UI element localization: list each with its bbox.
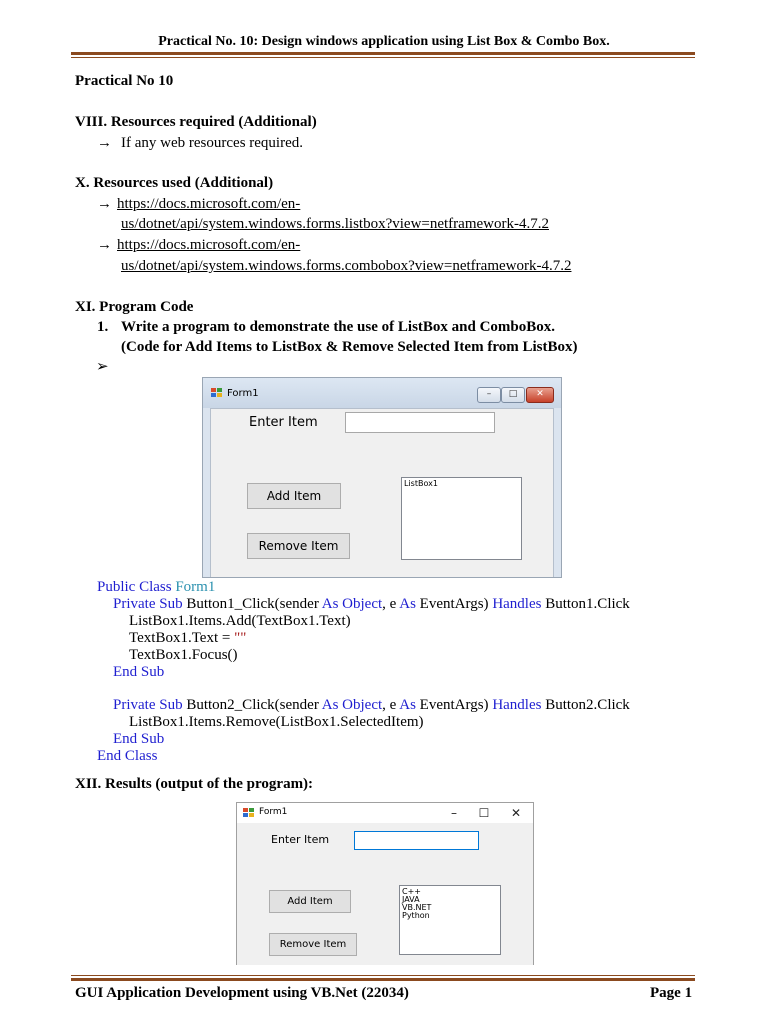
resource-required-item: If any web resources required. (121, 135, 303, 151)
output-form-title: Form1 (259, 807, 288, 817)
form-icon (243, 808, 255, 819)
code-text: Button1.Click (541, 596, 630, 612)
code-keyword: Public Class (97, 579, 176, 595)
form-icon (211, 388, 223, 399)
header-rule (71, 52, 695, 58)
list-item[interactable]: C++ (402, 887, 421, 896)
listbox-name: ListBox1 (404, 479, 438, 488)
remove-item-button[interactable]: Remove Item (247, 533, 350, 559)
task-description: Write a program to demonstrate the use of ListBox and ComboBox. (121, 319, 556, 335)
add-item-button[interactable]: Add Item (247, 483, 341, 509)
section-xii-heading: XII. Results (output of the program): (75, 776, 314, 792)
code-keyword: Private Sub (113, 596, 187, 612)
code-class-name: Form1 (175, 579, 216, 595)
minimize-button[interactable]: – (477, 387, 501, 403)
code-line-2 (113, 596, 630, 613)
code-keyword: As Object (321, 697, 383, 713)
code-keyword: As (399, 697, 416, 713)
code-text: EventArgs) (415, 596, 493, 612)
list-item[interactable]: Python (402, 911, 430, 920)
close-button[interactable]: ✕ (510, 806, 522, 820)
footer-rule (71, 975, 695, 981)
bullet-arrow-icon: ➢ (96, 359, 109, 375)
code-string: "" (234, 630, 247, 646)
enter-item-label: Enter Item (249, 415, 318, 430)
output-listbox[interactable] (399, 885, 501, 955)
footer-course-title: GUI Application Development using VB.Net (22034) (75, 985, 409, 1001)
task-number: 1. (97, 319, 109, 335)
maximize-button[interactable]: ☐ (478, 806, 490, 820)
code-keyword: Handles (492, 697, 542, 713)
combobox-doc-link[interactable]: https://docs.microsoft.com/en- (117, 237, 301, 253)
close-button[interactable]: ✕ (526, 387, 554, 403)
form-title: Form1 (227, 388, 259, 399)
add-item-button[interactable]: Add Item (269, 890, 351, 913)
code-keyword: As (399, 596, 416, 612)
section-viii-heading: VIII. Resources required (Additional) (75, 114, 317, 130)
form-titlebar (203, 378, 561, 408)
code-line-4 (129, 630, 246, 647)
combobox-doc-link-cont[interactable]: us/dotnet/api/system.windows.forms.combobox?view=netframework-4.7.2 (121, 258, 572, 274)
header-title: Practical No. 10: Design windows application using List Box & Combo Box. (158, 34, 610, 49)
code-keyword: Private Sub (113, 697, 187, 713)
task-subtitle: (Code for Add Items to ListBox & Remove Selected Item from ListBox) (121, 339, 578, 355)
output-form-titlebar (237, 803, 533, 823)
code-line-8: ListBox1.Items.Remove(ListBox1.SelectedItem) (129, 714, 424, 730)
practical-heading: Practical No 10 (75, 73, 174, 89)
code-line-5: TextBox1.Focus() (129, 647, 238, 663)
code-line-10: End Class (97, 748, 158, 764)
code-text: TextBox1.Text = (129, 630, 235, 646)
arrow-icon: → (97, 135, 112, 151)
code-text: EventArgs) (415, 697, 493, 713)
code-text: Button2.Click (541, 697, 630, 713)
code-keyword: As Object (321, 596, 383, 612)
code-line-9: End Sub (113, 731, 165, 747)
code-line-7 (113, 697, 630, 714)
listbox[interactable] (401, 477, 522, 560)
enter-item-label: Enter Item (271, 833, 330, 846)
arrow-icon: → (97, 237, 112, 253)
form-client-area (210, 408, 554, 577)
code-text: Button2_Click(sender (186, 697, 322, 713)
code-text: , e (382, 596, 400, 612)
remove-item-button[interactable]: Remove Item (269, 933, 357, 956)
page-number: Page 1 (650, 985, 693, 1001)
code-keyword: Handles (492, 596, 542, 612)
arrow-icon: → (97, 196, 112, 212)
listbox-doc-link-cont[interactable]: us/dotnet/api/system.windows.forms.listbox?view=netframework-4.7.2 (121, 216, 549, 232)
item-textbox[interactable] (354, 831, 479, 850)
list-item[interactable]: VB.NET (402, 903, 432, 912)
code-line-3: ListBox1.Items.Add(TextBox1.Text) (129, 613, 351, 629)
section-x-heading: X. Resources used (Additional) (75, 175, 274, 191)
section-xi-heading: XI. Program Code (75, 299, 194, 315)
code-text: Button1_Click(sender (186, 596, 322, 612)
list-item[interactable]: JAVA (402, 895, 420, 904)
code-text: , e (382, 697, 400, 713)
code-line-6: End Sub (113, 664, 165, 680)
minimize-button[interactable]: – (451, 806, 457, 820)
code-line-1 (97, 579, 215, 596)
listbox-doc-link[interactable]: https://docs.microsoft.com/en- (117, 196, 301, 212)
item-textbox[interactable] (345, 412, 495, 433)
output-form-screenshot (236, 802, 534, 965)
design-form-screenshot (202, 377, 562, 578)
maximize-button[interactable]: □ (501, 387, 525, 403)
